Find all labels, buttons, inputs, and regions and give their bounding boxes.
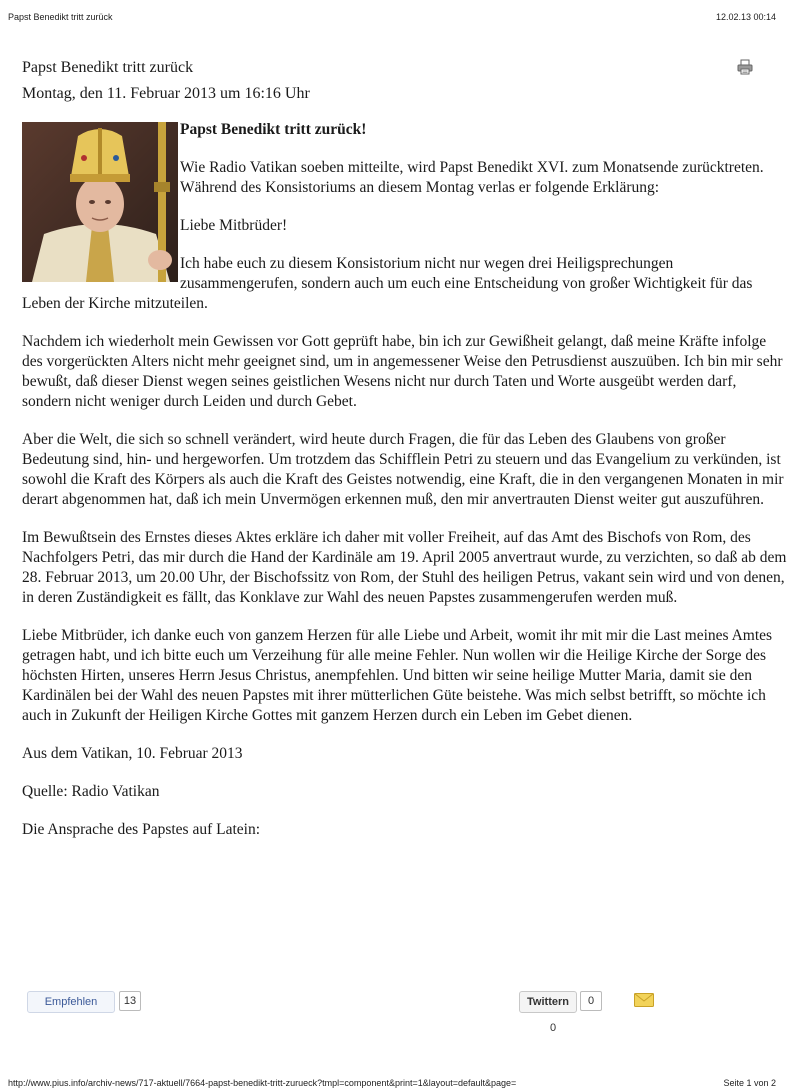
article-paragraph: Im Bewußtsein des Ernstes dieses Aktes erkläre ich daher mit voller Freiheit, auf das Amt des Bischofs von Rom, des Nachfolgers Petri, das mir durch die Hand der Kardinäle am 19. April 2005 anvertraut wurde, zu verzichten, so daß ab dem 28. Februar 2013, um 20.00 Uhr, der Bischofssitz von Rom, der Stuhl des heiligen Petrus, vakant sein wird und von denen, in deren Zuständigkeit es fällt, das Konklave zur Wahl des neuen Papstes zusammengerufen werden muß. xyxy=(22,529,787,606)
tweet-count: 0 xyxy=(580,991,602,1011)
article-paragraph: Liebe Mitbrüder, ich danke euch von ganzem Herzen für alle Liebe und Arbeit, womit ihr mit mir die Last meines Amtes getragen habt, und ich bitte euch um Verzeihung für alle meine Fehler. Nun wollen wir die Heilige Kirche der Sorge des höchsten Hirten, unseres Herrn Jesus Christus, anempfehlen. Und bitten wir seine heilige Mutter Maria, damit sie den Kardinälen bei der Wahl des neuen Papstes mit ihrer mütterlichen Güte beistehe. Was mich selbst betrifft, so möchte ich auch in Zukunft der Heiligen Kirche Gottes mit ganzem Herzen durch ein Leben im Gebet dienen. xyxy=(22,627,773,724)
recommend-button[interactable]: Empfehlen xyxy=(27,991,115,1013)
envelope-icon[interactable] xyxy=(634,993,654,1007)
print-footer xyxy=(8,1078,776,1088)
print-footer-page: Seite 1 von 2 xyxy=(717,1078,776,1088)
print-header-title: Papst Benedikt tritt zurück xyxy=(8,12,113,22)
article-heading: Papst Benedikt tritt zurück! xyxy=(180,121,367,138)
article-paragraph: Wie Radio Vatikan soeben mitteilte, wird Papst Benedikt XVI. zum Monatsende zurücktreten. Während des Konsistoriums an diesem Montag verlas er folgende Erklärung: xyxy=(180,159,764,196)
article-paragraph: Liebe Mitbrüder! xyxy=(180,217,288,234)
pope-photo xyxy=(22,122,178,282)
printer-icon[interactable] xyxy=(736,58,754,76)
page-title: Papst Benedikt tritt zurück xyxy=(22,59,194,76)
page-date: Montag, den 11. Februar 2013 um 16:16 Uhr xyxy=(22,85,310,102)
tweet-button[interactable]: Twittern xyxy=(519,991,577,1013)
share-count: 0 xyxy=(550,1022,557,1034)
article-latin-intro: Die Ansprache des Papstes auf Latein: xyxy=(22,821,261,838)
article-paragraph: Aber die Welt, die sich so schnell verändert, wird heute durch Fragen, die für das Leben des Glaubens von großer Bedeutung sind, hin- und hergeworfen. Um trotzdem das Schifflein Petri zu steuern und das Evangelium zu verkünden, ist sowohl die Kraft des Körpers als auch die Kraft des Geistes notwendig, eine Kraft, die in den vergangenen Monaten in mir derart abgenommen hat, daß ich mein Unvermögen erkennen muß, den mir anvertrauten Dienst weiter gut auszuführen. xyxy=(22,431,784,508)
article-paragraph: Ich habe euch zu diesem Konsistorium nicht nur wegen drei Heiligsprechungen zusammengerufen, sondern auch um euch eine Entscheidung von großer Wichtigkeit für das Leben der Kirche mitzuteilen. xyxy=(22,255,753,312)
article-paragraph: Nachdem ich wiederholt mein Gewissen vor Gott geprüft habe, bin ich zur Gewißheit gelangt, daß meine Kräfte infolge des vorgerückten Alters nicht mehr geeignet sind, um in angemessener Weise den Petrusdienst auszuüben. Ich bin mir sehr bewußt, daß dieser Dienst wegen seines geistlichen Wesens nicht nur durch Taten und Worte ausgeübt werden darf, sondern nicht weniger durch Leiden und durch Gebet. xyxy=(22,333,783,410)
print-header-datetime: 12.02.13 00:14 xyxy=(715,12,776,22)
print-header xyxy=(8,12,776,22)
article xyxy=(22,120,788,858)
recommend-count: 13 xyxy=(119,991,141,1011)
article-source: Quelle: Radio Vatikan xyxy=(22,783,160,800)
print-footer-url[interactable]: http://www.pius.info/archiv-news/717-aktuell/7664-papst-benedikt-tritt-zurueck?tmpl=component&print=1&layout=default&page= xyxy=(8,1078,517,1088)
article-signoff: Aus dem Vatikan, 10. Februar 2013 xyxy=(22,745,243,762)
